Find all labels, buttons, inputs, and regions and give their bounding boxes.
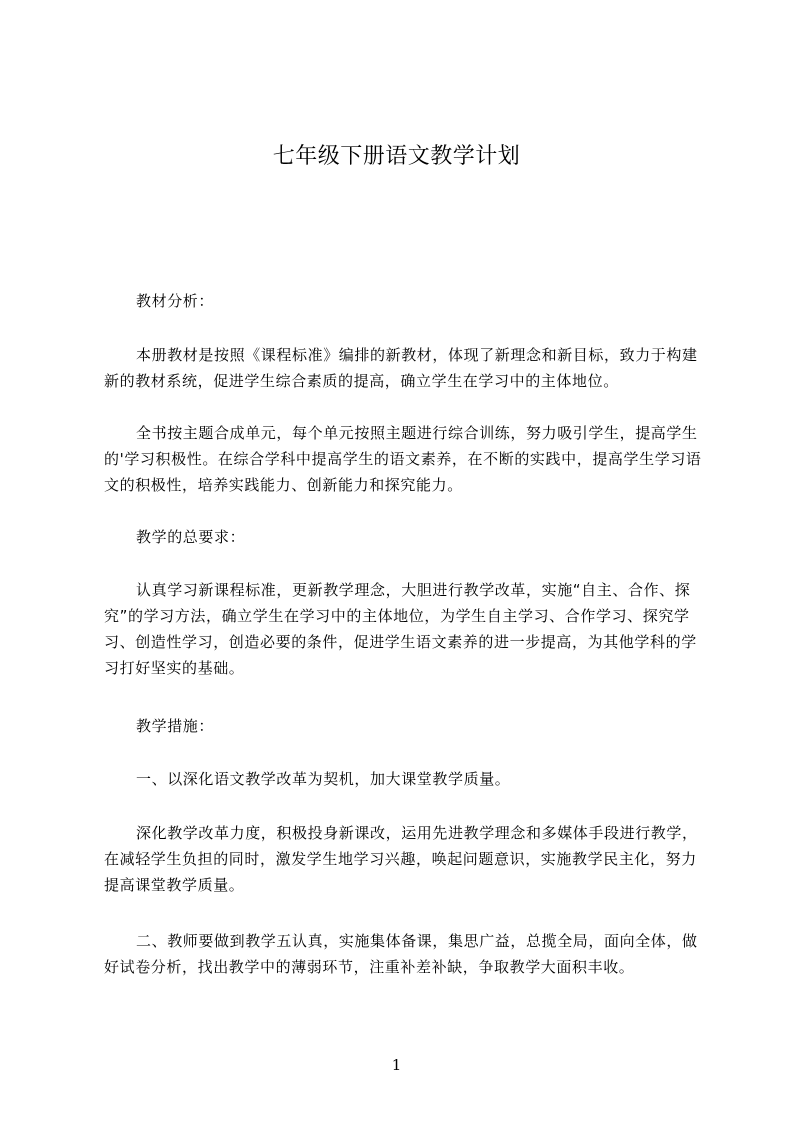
page-number: 1: [391, 1056, 402, 1074]
paragraph-general-requirements: 认真学习新课程标准，更新教学理念，大胆进行教学改革，实施“自主、合作、探究”的学习方法，确立学生在学习中的主体地位，为学生自主学习、合作学习、探究学习、创造性学习，创造必要的条件，促进学生语文素养的进一步提高，为其他学科的学习打好坚实的基础。: [104, 581, 697, 677]
heading-textbook-analysis: 教材分析：: [136, 292, 215, 310]
heading-measure-one: 一、以深化语文教学改革为契机，加大课堂教学质量。: [136, 770, 511, 788]
heading-general-requirements: 教学的总要求：: [136, 528, 246, 546]
paragraph-textbook-intro: 本册教材是按照《课程标准》编排的新教材，体现了新理念和新目标，致力于构建新的教材系统，促进学生综合素质的提高，确立学生在学习中的主体地位。: [104, 346, 698, 390]
paragraph-measure-two: 二、教师要做到教学五认真，实施集体备课，集思广益，总揽全局，面向全体，做好试卷分析，找出教学中的薄弱环节，注重补差补缺，争取教学大面积丰收。: [104, 932, 698, 976]
paragraph-measure-one: 深化教学改革力度，积极投身新课改，运用先进教学理念和多媒体手段进行教学，在减轻学生负担的同时，激发学生地学习兴趣，唤起问题意识，实施教学民主化，努力提高课堂教学质量。: [104, 824, 698, 894]
document-title: 七年级下册语文教学计划: [272, 144, 521, 169]
paragraph-themed-units: 全书按主题合成单元，每个单元按照主题进行综合训练，努力吸引学生，提高学生的'学习积极性。在综合学科中提高学生的语文素养，在不断的实践中，提高学生学习语文的积极性，培养实践能力、创新能力和探究能力。: [104, 424, 702, 494]
heading-teaching-measures: 教学措施：: [136, 717, 215, 735]
